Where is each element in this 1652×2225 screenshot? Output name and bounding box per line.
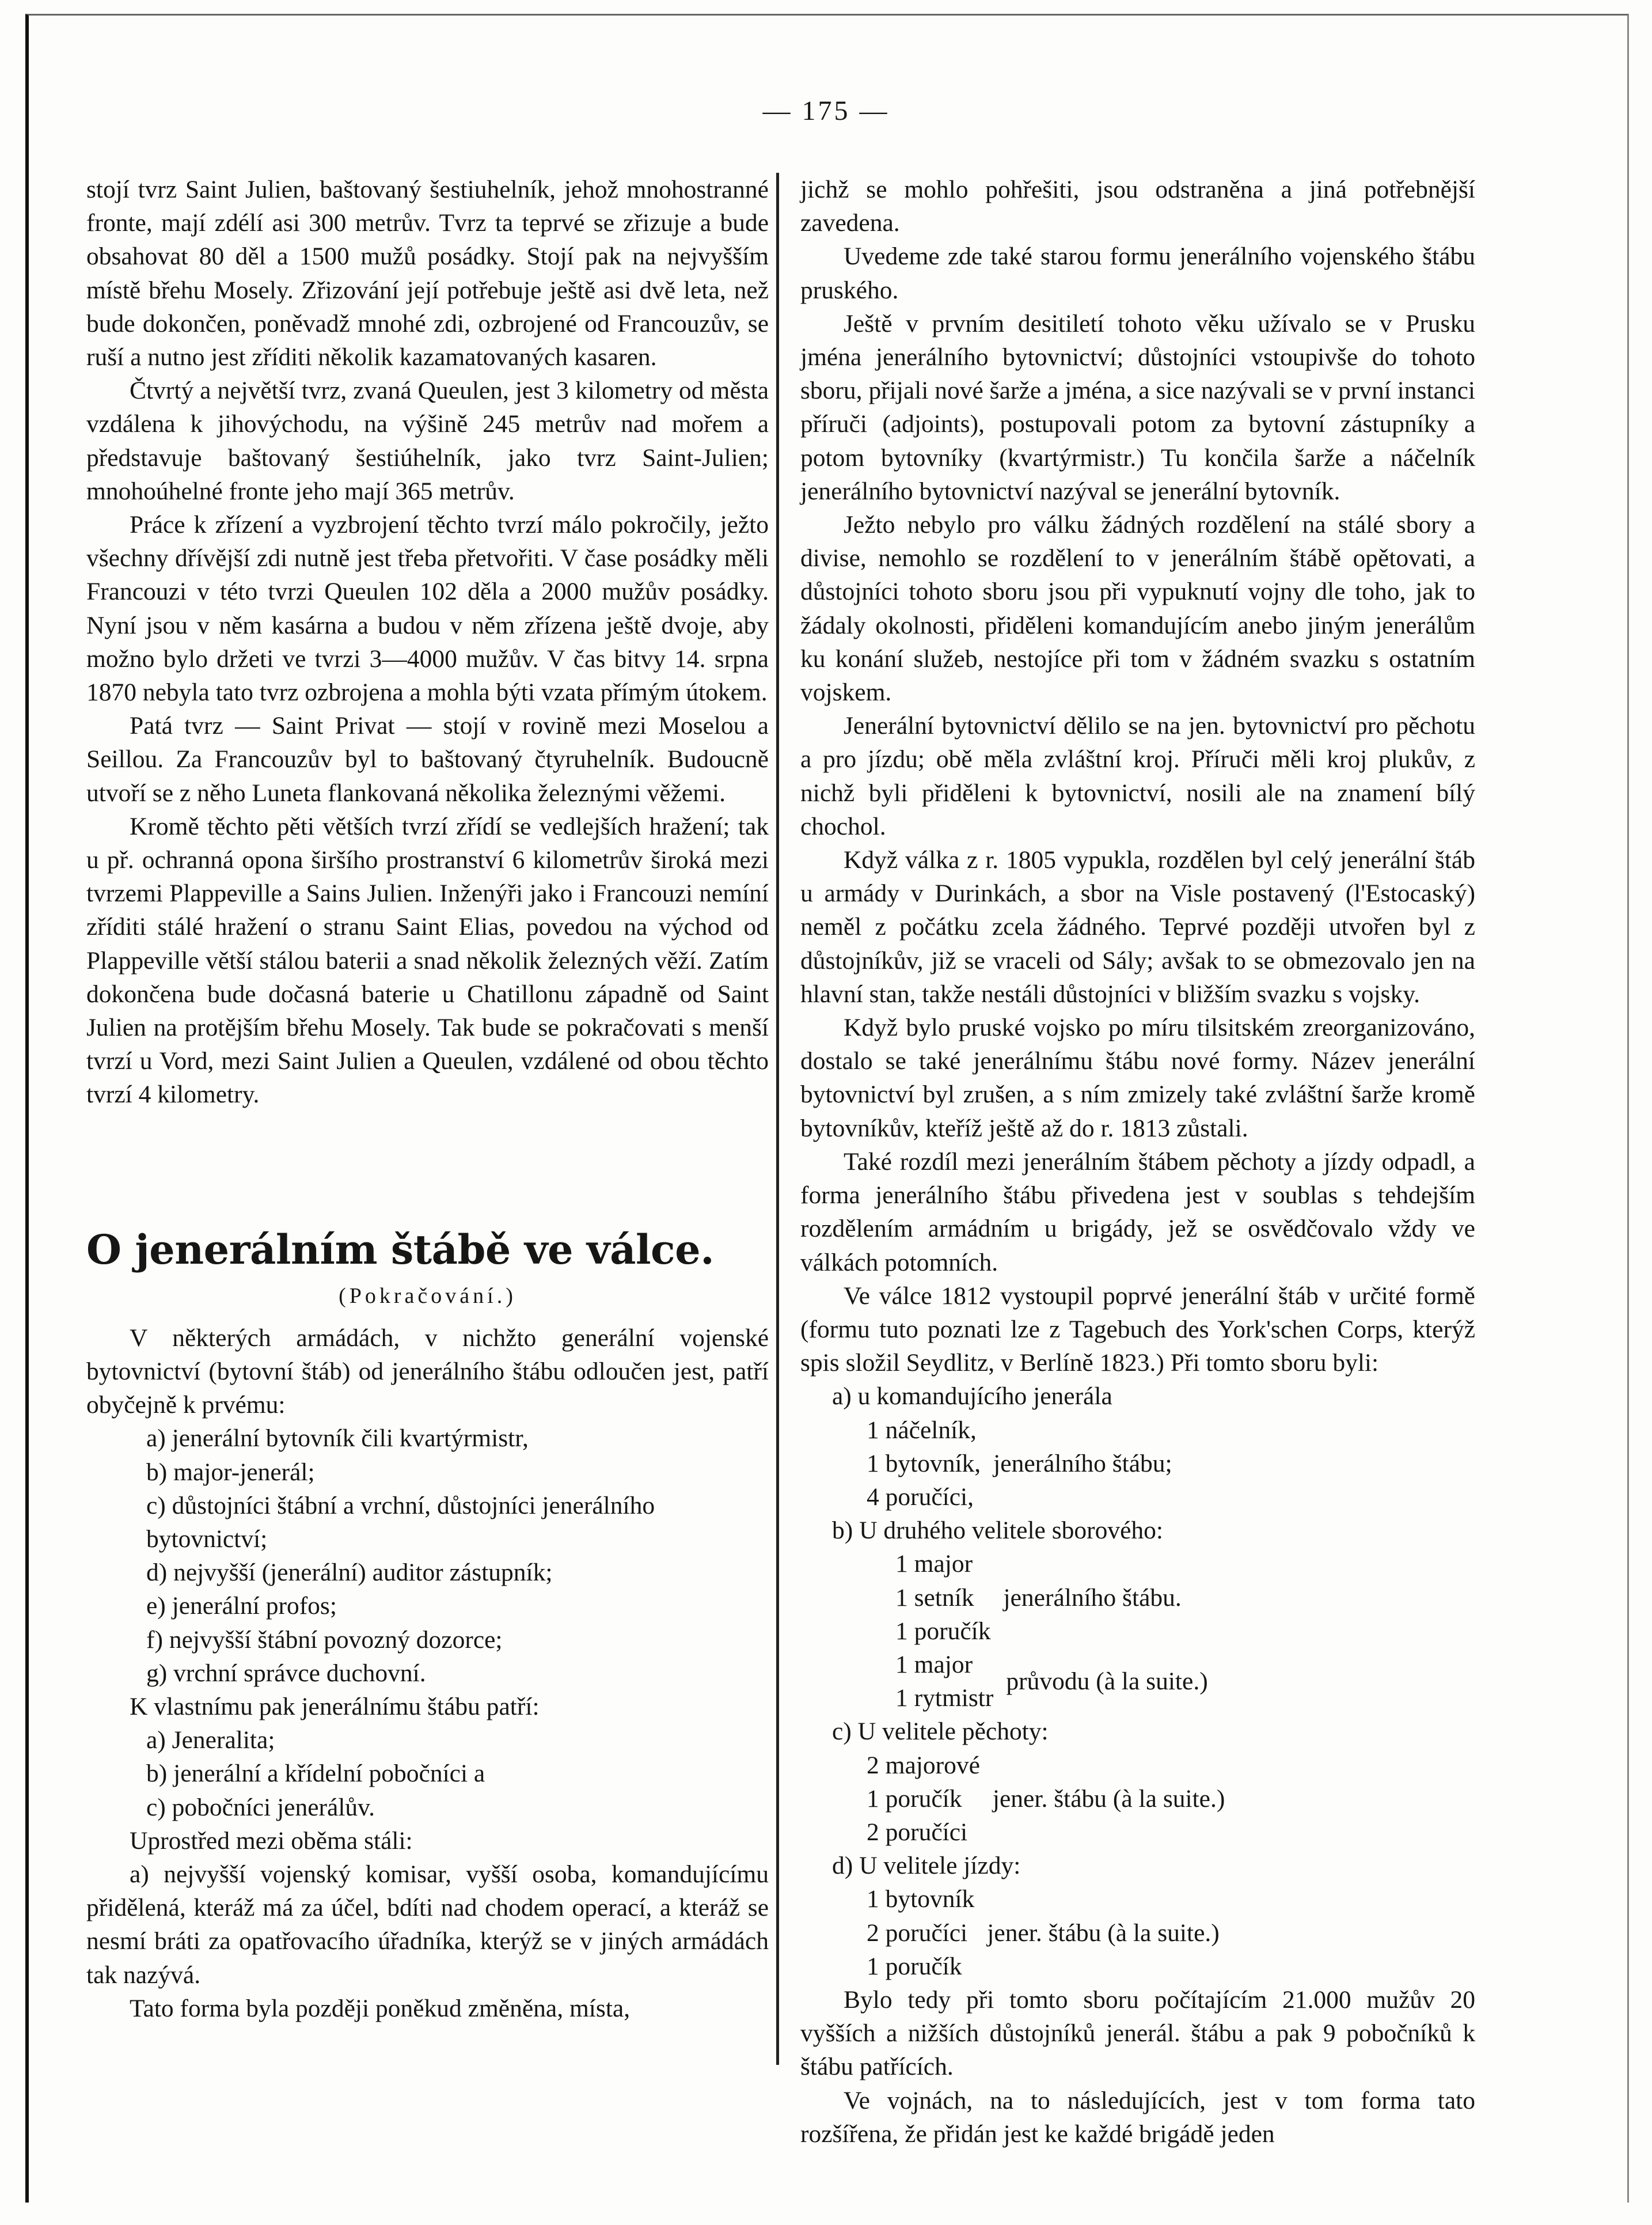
roster-label: jenerálního štábu;: [993, 1449, 1172, 1477]
list-item: e) jenerální profos;: [146, 1592, 337, 1620]
roster-group: [832, 1547, 1475, 1648]
roster-a: [800, 1379, 1475, 1514]
roster-item: 2 poručíci: [867, 1818, 968, 1846]
roster-item: 1 poručík: [867, 1952, 962, 1980]
paragraph: Ježto nebylo pro válku žádných rozdělení na stálé sbory a divise, nemohlo se rozdělení to v jenerálním štábě opětovati, a důstojníci tohoto sboru jsou při vypuknutí vojny dle toho, jak to žádaly okolnosti, přiděleni komandujícím anebo jiným jenerálům ku konání služeb, nestojíce při tom v žádném svazku s ostatním vojskem.: [800, 511, 1475, 707]
list-item: c) pobočníci jenerálův.: [146, 1793, 375, 1821]
roster-item: 1 náčelník,: [867, 1416, 977, 1444]
list-item: f) nejvyšší štábní povozný dozorce;: [146, 1625, 503, 1654]
list-item: b) jenerální a křídelní pobočníci a: [146, 1760, 485, 1788]
roster-item: 1 major: [895, 1650, 973, 1678]
paragraph: Práce k zřízení a vyzbrojení těchto tvrzí málo pokročily, ježto všechny dřívější zdi nutně jest třeba přetvořiti. V čase posádky měli Francouzi v této tvrzi Queulen 102 děla a 2000 mužův posádky. Nyní jsou v něm kasárna a budou v něm zřízena ještě dvoje, aby možno bylo držeti ve tvrzi 3—4000 mužův. V čas bitvy 14. srpna 1870 nebyla tato tvrz ozbrojena a mohla býti vzata přímým útokem.: [86, 511, 769, 707]
paragraph: Kromě těchto pěti větších tvrzí zřídí se vedlejších hražení; tak u př. ochranná opona širšího prostranství 6 kilometrův široká mezi tvrzemi Plappeville a Sains Julien. Inženýři jako i Francouzi nemíní zříditi stálé hražení o stranu Saint Elias, povedou na východ od Plappeville větší stálou baterii a snad několik železných věží. Zatím dokončena bude dočasná baterie u Chatillonu západně od Saint Julien na protějším břehu Mosely. Tak bude se pokračovati s menší tvrzí u Vord, mezi Saint Julien a Queulen, vzdálené od obou těchto tvrzí 4 kilometry.: [86, 812, 769, 1109]
paragraph: K vlastnímu pak jenerálnímu štábu patří:: [130, 1692, 540, 1720]
paragraph: Uvedeme zde také starou formu jenerálního vojenského štábu pruského.: [800, 242, 1475, 304]
roster-group: [832, 1749, 1475, 1849]
paragraph: Ve válce 1812 vystoupil poprvé jenerální štáb v určité formě (formu tuto poznati lze z Tagebuch des York'schen Corps, kterýž spis složil Seydlitz, v Berlíně 1823.) Při tomto sboru byli:: [800, 1282, 1475, 1377]
roster-item: 1 poručík: [867, 1784, 962, 1813]
paragraph: Ve vojnách, na to následujících, jest v tom forma tato rozšířena, že přidán jest ke každé brigádě jeden: [800, 2086, 1475, 2148]
right-column: [800, 173, 1475, 2151]
left-column: [86, 173, 769, 2025]
roster-b: [800, 1514, 1475, 1715]
roster-heading: a) u komandujícího jenerála: [832, 1382, 1112, 1411]
list-item: a) Jeneralita;: [146, 1726, 275, 1754]
roster-item: 1 setník: [895, 1583, 974, 1612]
list-item: g) vrchní správce duchovní.: [146, 1659, 426, 1687]
list-item: c) důstojníci štábní a vrchní, důstojníci jenerálního bytovnictví;: [146, 1491, 655, 1553]
paragraph: Čtvrtý a největší tvrz, zvaná Queulen, jest 3 kilometry od města vzdálena k jihovýchodu, na výšině 245 metrův nad mořem a představuje baštovaný šestiúhelník, jako tvrz Saint-Julien; mnohoúhelné fronte jeho mají 365 metrův.: [86, 377, 769, 505]
list-item: b) major-jenerál;: [146, 1458, 315, 1486]
roster-item: 1 bytovník: [867, 1885, 975, 1913]
roster-heading: b) U druhého velitele sborového:: [832, 1517, 1164, 1545]
page-number: — 175 —: [762, 96, 890, 126]
list-own-staff: [86, 1723, 769, 1824]
roster-heading: c) U velitele pěchoty:: [832, 1718, 1049, 1746]
list-item: d) nejvyšší (jenerální) auditor zástupník;: [146, 1559, 553, 1587]
section-heading: O jenerálním štábě ve válce.: [86, 1225, 715, 1273]
list-general-staff: [86, 1422, 769, 1690]
paragraph: Když bylo pruské vojsko po míru tilsitském zreorganizováno, dostalo se také jenerálnímu štábu nové formy. Název jenerální bytovnictví byl zrušen, a s ním zmizely také zvláštní šarže kromě bytovníkův, kteříž ještě až do r. 1813 zůstali.: [800, 1014, 1475, 1142]
list-item: a) jenerální bytovník čili kvartýrmistr,: [146, 1424, 529, 1453]
roster-group: [832, 1648, 1475, 1715]
paragraph: V některých armádách, v nichžto generální vojenské bytovnictví (bytovní štáb) od jenerálního štábu odloučen jest, patří obyčejně k prvému:: [86, 1324, 769, 1419]
paragraph: stojí tvrz Saint Julien, baštovaný šestiuhelník, jehož mnohostranné fronte, mají zdélí asi 300 metrův. Tvrz ta teprvé se zřizuje a bude obsahovat 80 děl a 1500 mužů posádky. Stojí pak na nejvyšším místě břehu Mosely. Zřizování její potřebuje ještě asi dvě leta, než bude dokončen, poněvadž mnohé zdi, ozbrojené od Francouzův, se ruší a nutno jest zříditi několik kazamatovaných kasaren.: [86, 176, 769, 372]
roster-item: 1 bytovník,: [867, 1449, 981, 1477]
roster-group: [832, 1413, 1475, 1514]
roster-label: jener. štábu (à la suite.): [987, 1919, 1220, 1947]
paragraph: Jenerální bytovnictví dělilo se na jen. bytovnictví pro pěchotu a pro jízdu; obě měla zvláštní kroj. Příruči měli kroj plukův, z nichž byli přiděleni k bytovnictví, nosili ale na znamení bílý chochol.: [800, 712, 1475, 840]
roster-item: 1 major: [895, 1550, 973, 1578]
roster-item: 2 poručíci: [867, 1919, 968, 1947]
roster-item: 1 rytmistr: [895, 1684, 994, 1712]
paragraph: Také rozdíl mezi jenerálním štábem pěchoty a jízdy odpadl, a forma jenerálního štábu přivedena jest v soublas s tehdejším rozdělením armádním u brigády, jež se osvědčovalo vždy ve válkách potomních.: [800, 1147, 1475, 1276]
paragraph: Tato forma byla později poněkud změněna, místa,: [130, 1994, 631, 2022]
roster-d: [800, 1849, 1475, 1983]
paragraph: a) nejvyšší vojenský komisar, vyšší osoba, komandujícímu přidělená, kteráž má za účel, bdíti nad chodem operací, a kteráž se nesmí bráti za opatřovacího úřadníka, kterýž se v jiných armádách tak nazývá.: [86, 1860, 769, 1989]
paragraph: Ještě v prvním desitiletí tohoto věku užívalo se v Prusku jména jenerálního bytovnictví; důstojníci vstoupivše do tohoto sboru, přijali nové šarže a jména, a sice nazývali se v první instanci příruči (adjoints), postupovali potom za bytovní zástupníky a potom bytovníky (kvartýrmistr.) Tu končila šarže a náčelník jenerálního bytovnictví nazýval se jenerální bytovník.: [800, 309, 1475, 505]
paragraph: Bylo tedy při tomto sboru počítajícím 21.000 mužův 20 vyšších a nižších důstojníků jenerál. štábu a pak 9 pobočníků k štábu patřících.: [800, 1985, 1475, 2081]
paragraph: jichž se mohlo pohřešiti, jsou odstraněna a jiná potřebnější zavedena.: [800, 176, 1475, 237]
continued-note: (Pokračování.): [339, 1283, 517, 1308]
roster-item: 2 majorové: [867, 1751, 980, 1779]
paragraph: Když válka z r. 1805 vypukla, rozdělen byl celý jenerální štáb u armády v Durinkách, a sbor na Visle postavený (l'Estocaský) neměl z počátku zcela žádného. Teprvé později utvořen byl z důstojníkův, již se vraceli od Sály; avšak to se obmezovalo jen na hlavní stan, takže nestáli důstojníci v bližším svazku s vojsky.: [800, 846, 1475, 1008]
roster-label: jener. štábu (à la suite.): [992, 1784, 1225, 1813]
paragraph: Uprostřed mezi oběma stáli:: [130, 1826, 413, 1855]
roster-heading: d) U velitele jízdy:: [832, 1852, 1021, 1880]
roster-group: [832, 1882, 1475, 1983]
paragraph: Patá tvrz — Saint Privat — stojí v rovině mezi Moselou a Seillou. Za Francouzův byl to baštovaný čtyruhelník. Budoucně utvoří se z něho Luneta flankovaná několika železnými věžemi.: [86, 712, 769, 807]
roster-label: průvodu (à la suite.): [1006, 1667, 1208, 1696]
column-rule: [776, 173, 779, 2065]
roster-item: 4 poručíci,: [867, 1483, 974, 1511]
roster-c: [800, 1715, 1475, 1849]
roster-item: 1 poručík: [895, 1617, 991, 1645]
roster-label: jenerálního štábu.: [1003, 1583, 1182, 1612]
section-gap: [86, 1112, 769, 1221]
